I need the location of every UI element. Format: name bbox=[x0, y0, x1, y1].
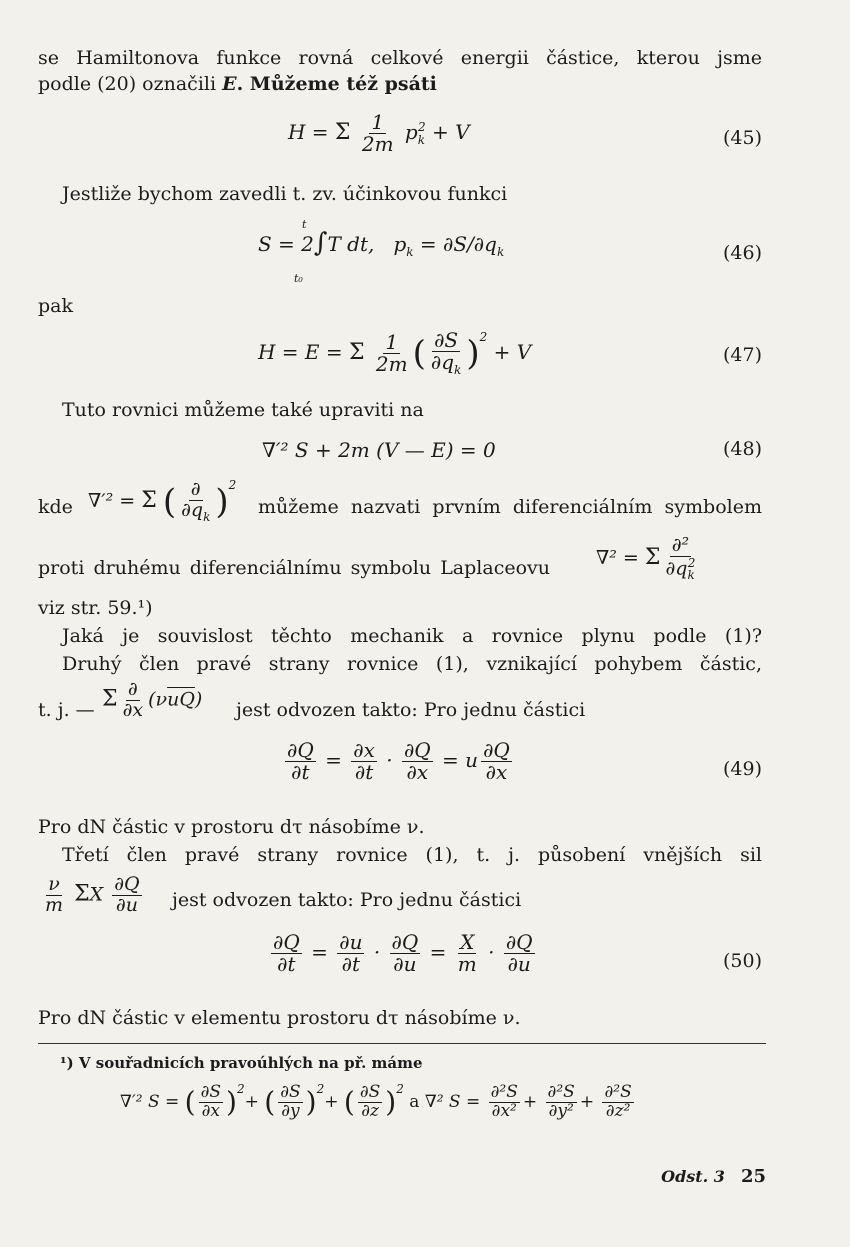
text-line-15: Pro dN částic v elementu prostoru dτ násobíme ν. bbox=[38, 1007, 521, 1029]
text-line-11b: jest odvozen takto: Pro jednu částici bbox=[236, 699, 586, 721]
integral-lower-limit: t₀ bbox=[294, 272, 303, 285]
equation-48: ∇′² S + 2m (V — E) = 0 bbox=[262, 438, 496, 462]
text-line-6b: můžeme nazvati prvním diferenciálním symbolem bbox=[258, 496, 762, 518]
text-line-8: viz str. 59.¹) bbox=[38, 597, 153, 619]
text-line-7: proti druhému diferenciálnímu symbolu Laplaceovu bbox=[38, 557, 550, 579]
equation-number-46: (46) bbox=[722, 242, 762, 264]
page-number: 25 bbox=[740, 1166, 766, 1187]
inline-nabla-prime: ∇′² = Σ ( $\frac{\partial}{\partial q_k}$ )$^2$ bbox=[88, 478, 237, 525]
inline-force-term: $\frac{\nu}{m}$ ΣX $\frac{\partial Q}{\partial u}$ bbox=[45, 873, 140, 916]
footnote-equation: ∇′² S = ( $\frac{\partial S}{\partial x}$ )$^2$+ ( $\frac{\partial S}{\partial y}$ )$^2$+ ( $\frac{\partial S}{\partial z}$ )$^2$ a ∇² S = $\frac{\text{∂²S}}{\text{∂x²}}$ + $\frac{\text{∂²S}}{\text{∂y²}}$ + $\frac{\text{∂²S}}{\text{∂z²}}$ bbox=[120, 1082, 632, 1121]
text-line-11: t. j. — bbox=[38, 699, 95, 721]
footnote-text: ¹) V souřadnicích pravoúhlých na př. máme bbox=[60, 1054, 423, 1072]
text-line-9: Jaká je souvislost těchto mechanik a rovnice plynu podle (1)? bbox=[62, 625, 762, 647]
equation-47: H = E = Σ $\frac{1}{2m}$ ( $\frac{\partial S}{\partial q_k}$ )$^2$ + V bbox=[258, 328, 532, 378]
equation-number-49: (49) bbox=[722, 758, 762, 780]
text-line-14: jest odvozen takto: Pro jednu částici bbox=[172, 889, 522, 911]
equation-number-48: (48) bbox=[722, 438, 762, 460]
text-line-2: podle (20) označili E. Můžeme též psáti bbox=[38, 73, 437, 95]
page-footer bbox=[661, 1166, 766, 1187]
inline-laplace: ∇² = Σ $\frac{\text{∂²}}{\partial q_k^2}$ bbox=[596, 534, 696, 583]
equation-45: H = Σ $\frac{1}{2m}$ $p_k^2 + V$ bbox=[288, 110, 470, 156]
text-line-13: Třetí člen pravé strany rovnice (1), t. j. působení vnějších sil bbox=[62, 844, 762, 866]
text-line-10: Druhý člen pravé strany rovnice (1), vznikající pohybem částic, bbox=[62, 653, 762, 675]
footnote-divider bbox=[38, 1043, 766, 1044]
integral-upper-limit: t bbox=[302, 218, 307, 231]
equation-number-47: (47) bbox=[722, 344, 762, 366]
text-line-4: pak bbox=[38, 295, 74, 317]
equation-50: $\frac{\partial Q}{\partial t}$ = $\frac{\partial u}{\partial t}$ · $\frac{\partial Q}{\partial u}$ = $\frac{X}{m}$ · $\frac{\partial Q}{\partial u}$ bbox=[273, 930, 533, 976]
inline-flux-term: Σ $\frac{\partial}{\partial x}$ $(\nu\overline{uQ})$ bbox=[102, 678, 203, 721]
text-line-12: Pro dN částic v prostoru dτ násobíme ν. bbox=[38, 816, 425, 838]
text-line-6: kde bbox=[38, 496, 73, 518]
section-label: Odst. 3 bbox=[661, 1167, 725, 1186]
equation-number-50: (50) bbox=[722, 950, 762, 972]
text-line-5: Tuto rovnici můžeme také upraviti na bbox=[62, 399, 424, 421]
text-line-3: Jestliže bychom zavedli t. zv. účinkovou funkci bbox=[62, 183, 508, 205]
equation-46: S = 2∫T dt, $p_k = \partial S/\partial q_k$ bbox=[258, 228, 505, 259]
equation-49: $\frac{\partial Q}{\partial t}$ = $\frac{\partial x}{\partial t}$ · $\frac{\partial Q}{\partial x}$ = u $\frac{\partial Q}{\partial x}$ bbox=[287, 738, 510, 784]
text-line-1: se Hamiltonova funkce rovná celkové energii částice, kterou jsme bbox=[38, 47, 762, 69]
equation-number-45: (45) bbox=[722, 127, 762, 149]
